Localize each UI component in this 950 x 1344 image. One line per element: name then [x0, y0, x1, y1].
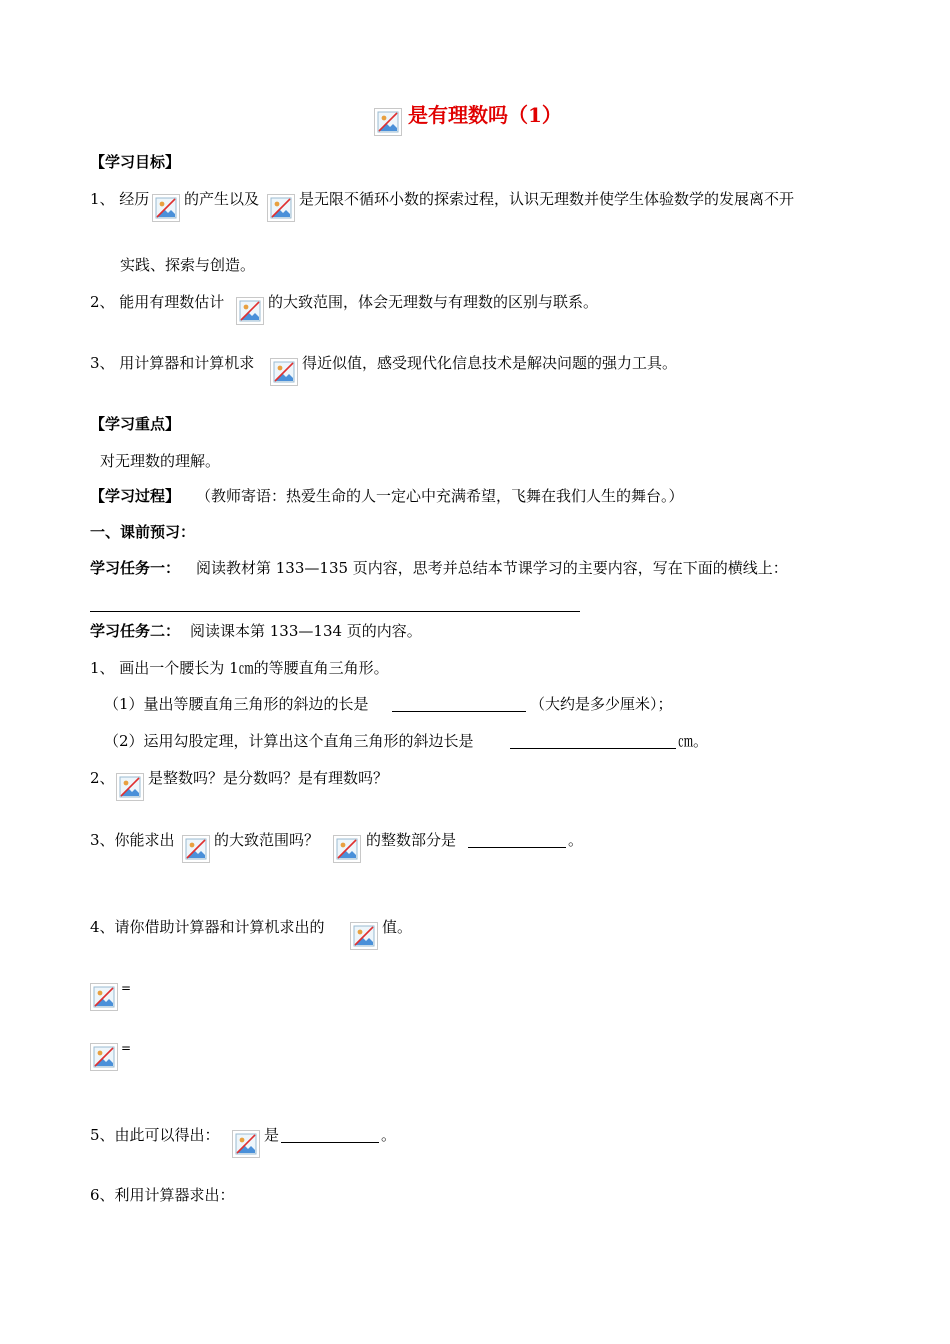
question-5-b: 是: [264, 1126, 280, 1144]
task1-text: 阅读教材第 133—135 页内容，思考并总结本节课学习的主要内容，写在下面的横线上：: [196, 559, 788, 577]
question-3-d: 。: [568, 831, 584, 849]
question-5-a: 5、由此可以得出：: [90, 1126, 220, 1144]
question-1-2-a: （2）运用勾股定理，计算出这个直角三角形的斜边长是: [104, 732, 474, 750]
question-4-b: 值。: [382, 918, 413, 936]
question-6: 6、利用计算器求出：: [90, 1186, 235, 1204]
preview-heading: 一、课前预习：: [90, 523, 196, 541]
formula-image-icon: [152, 194, 180, 222]
question-3-c: 的整数部分是: [366, 831, 457, 849]
question-1: 1、 画出一个腰长为 1㎝的等腰直角三角形。: [90, 659, 389, 677]
objectives-heading: 【学习目标】: [90, 153, 181, 171]
question-3-blank[interactable]: [468, 847, 566, 848]
task2-text: 阅读课本第 133—134 页的内容。: [190, 622, 422, 640]
page-title: 是有理数吗（1）: [408, 103, 562, 127]
question-1-2-b: ㎝。: [678, 732, 709, 750]
formula-image-icon: [90, 1043, 118, 1071]
question-4-a: 4、请你借助计算器和计算机求出的: [90, 918, 325, 936]
keypoints-text: 对无理数的理解。: [100, 452, 221, 470]
formula-image-icon: [236, 297, 264, 325]
question-5-c: 。: [381, 1126, 397, 1144]
question-3-b: 的大致范围吗？: [214, 831, 320, 849]
objective-1-part-d: 实践、探索与创造。: [120, 256, 256, 274]
question-2-b: 是整数吗？是分数吗？是有理数吗？: [148, 769, 389, 787]
question-5-blank[interactable]: [281, 1142, 379, 1143]
objective-1-part-b: 的产生以及: [184, 190, 260, 208]
task1-label: 学习任务一：: [90, 559, 181, 577]
formula-image-icon: [270, 358, 298, 386]
objective-3-part-a: 3、 用计算器和计算机求: [90, 354, 255, 372]
question-1-1-a: （1）量出等腰直角三角形的斜边的长是: [104, 695, 369, 713]
task2-label: 学习任务二：: [90, 622, 181, 640]
equation-1-equals: =: [121, 981, 132, 995]
formula-image-icon: [374, 108, 402, 136]
formula-image-icon: [267, 194, 295, 222]
question-3-a: 3、你能求出: [90, 831, 175, 849]
formula-image-icon: [333, 835, 361, 863]
process-heading: 【学习过程】: [90, 487, 181, 505]
task1-answer-line[interactable]: [90, 611, 580, 612]
objective-2-part-b: 的大致范围，体会无理数与有理数的区别与联系。: [268, 293, 599, 311]
process-note: （教师寄语：热爱生命的人一定心中充满希望，飞舞在我们人生的舞台。）: [196, 487, 684, 505]
question-2-a: 2、: [90, 769, 115, 787]
objective-2-part-a: 2、 能用有理数估计: [90, 293, 225, 311]
objective-1-part-c: 是无限不循环小数的探索过程，认识无理数并使学生体验数学的发展离不开: [299, 190, 795, 208]
formula-image-icon: [90, 983, 118, 1011]
keypoints-heading: 【学习重点】: [90, 415, 181, 433]
formula-image-icon: [116, 773, 144, 801]
question-1-2-blank[interactable]: [510, 748, 676, 749]
objective-1-part-a: 1、 经历: [90, 190, 150, 208]
formula-image-icon: [350, 922, 378, 950]
question-1-1-b: （大约是多少厘米）；: [530, 695, 673, 713]
question-1-1-blank[interactable]: [392, 711, 526, 712]
equation-2-equals: =: [121, 1041, 132, 1055]
objective-3-part-b: 得近似值，感受现代化信息技术是解决问题的强力工具。: [302, 354, 678, 372]
formula-image-icon: [232, 1130, 260, 1158]
formula-image-icon: [182, 835, 210, 863]
